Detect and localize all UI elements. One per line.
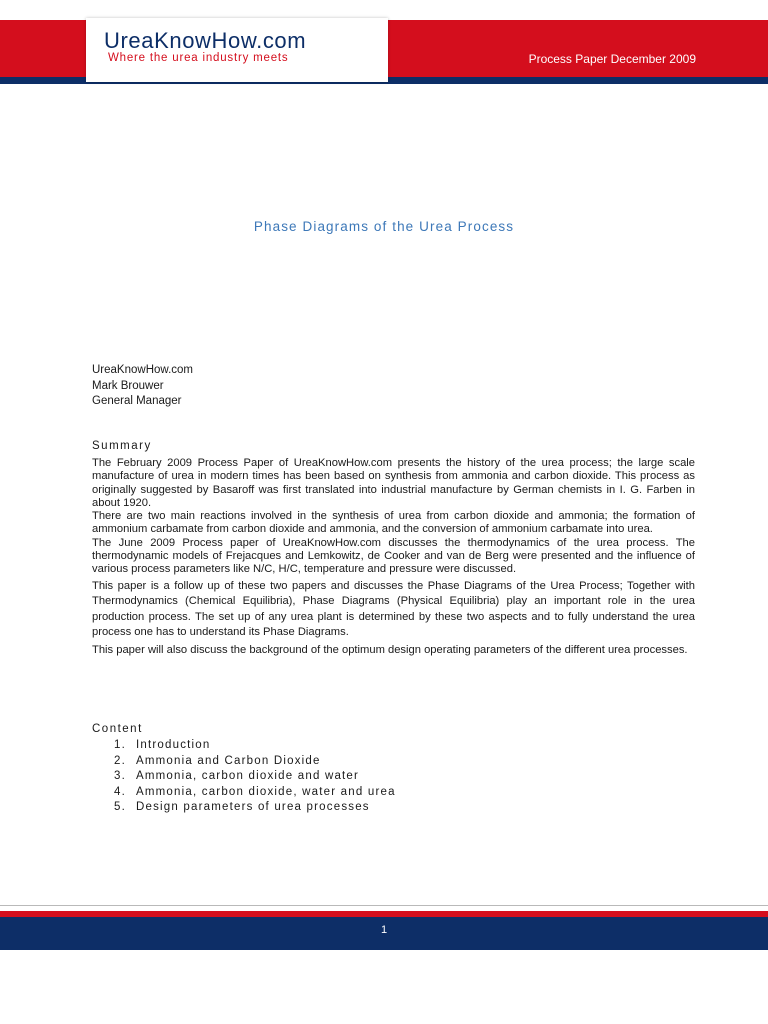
toc-label: Ammonia and Carbon Dioxide <box>136 754 321 767</box>
summary-heading: Summary <box>92 440 152 452</box>
summary-paragraph: This paper is a follow up of these two papers and discusses the Phase Diagrams of the Urea Process; Together with Thermodynamics (Chemical Equilibria), Phase Diagrams (Physical Equilibria) play an important role in the urea production process. The set up of any urea plant is determined by these two aspects and to fully understand the urea process one has to understand its Phase Diagrams. <box>92 579 695 639</box>
site-logo[interactable] <box>86 18 388 82</box>
toc-label: Design parameters of urea processes <box>136 801 370 813</box>
summary-body <box>92 457 695 658</box>
summary-paragraph: This paper will also discuss the background of the optimum design operating parameters of the different urea processes. <box>92 643 688 656</box>
author-org: UreaKnowHow.com <box>92 364 193 376</box>
document-title: Phase Diagrams of the Urea Process <box>253 219 515 234</box>
toc-number: 2. <box>114 754 126 767</box>
summary-paragraph: The February 2009 Process Paper of UreaKnowHow.com presents the history of the urea process; the large scale manufacture of urea in modern times has been based on synthesis from ammonia and carbon dioxide. This process as originally suggested by Basaroff was first translated into industrial manufacture by German chemists in I. G. Farben in about 1920. <box>92 457 695 509</box>
toc-number: 3. <box>114 770 126 782</box>
author-name: Mark Brouwer <box>92 379 164 392</box>
toc-number: 4. <box>114 785 126 798</box>
content-heading: Content <box>92 723 143 735</box>
logo-tagline: Where the urea industry meets <box>108 52 289 64</box>
header-paper-date: Process Paper December 2009 <box>528 52 696 66</box>
toc-item <box>114 754 396 770</box>
summary-paragraph: The June 2009 Process paper of UreaKnowHow.com discusses the thermodynamics of the urea process. The thermodynamic models of Frejacques and Lemkowitz, de Cooker and van de Berg were presented and the influence of various process parameters like N/C, H/C, temperature and pressure were discussed. <box>92 536 695 576</box>
summary-paragraph: There are two main reactions involved in the synthesis of urea from carbon dioxide and ammonia; the formation of ammonium carbamate from carbon dioxide and ammonia, and the conversion of ammonium carbamate into urea. <box>92 510 695 536</box>
toc-item <box>114 738 396 754</box>
toc-label: Ammonia, carbon dioxide and water <box>136 770 360 782</box>
toc-label: Introduction <box>136 739 211 751</box>
toc-number: 1. <box>114 739 126 751</box>
footer-divider <box>0 905 768 906</box>
table-of-contents <box>114 738 396 816</box>
author-role: General Manager <box>92 395 182 407</box>
author-block <box>92 363 193 410</box>
toc-item <box>114 800 396 816</box>
logo-name: UreaKnowHow.com <box>104 28 307 53</box>
toc-label: Ammonia, carbon dioxide, water and urea <box>136 785 396 798</box>
toc-number: 5. <box>114 801 126 813</box>
page-number: 1 <box>380 924 388 936</box>
toc-item <box>114 769 396 785</box>
toc-item <box>114 785 396 801</box>
